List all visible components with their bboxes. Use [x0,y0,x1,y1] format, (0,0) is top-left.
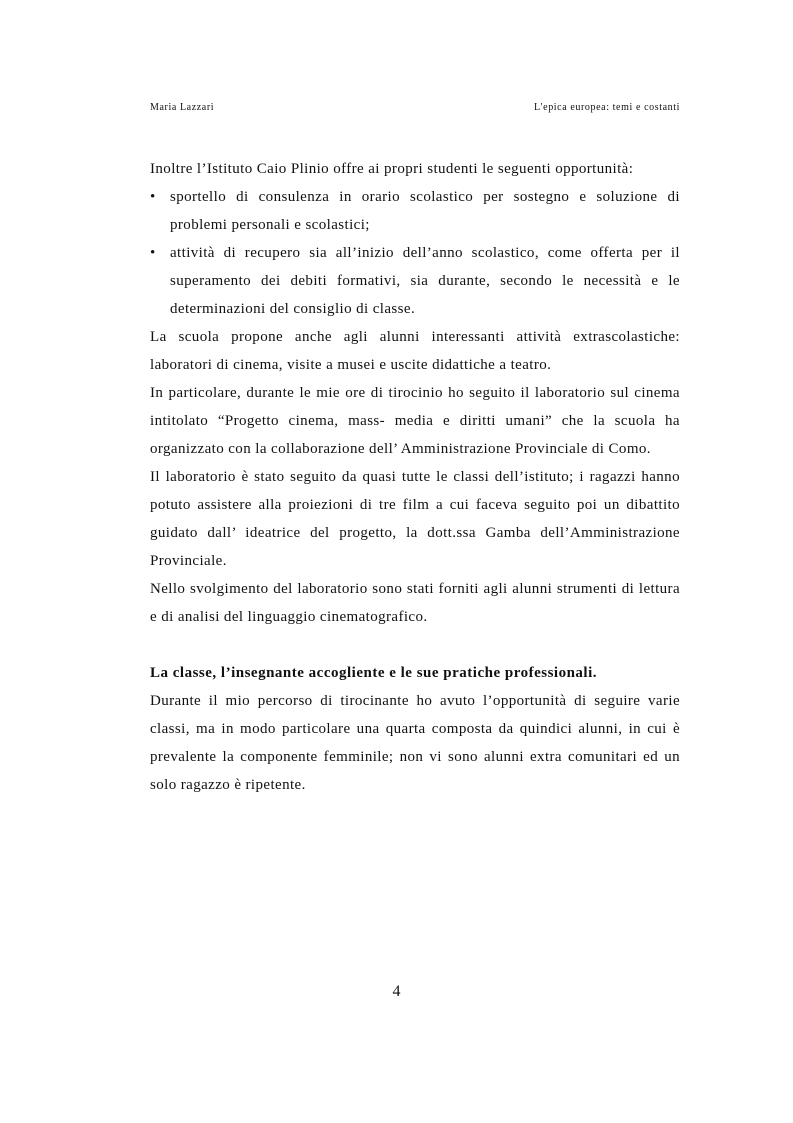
running-header [150,102,680,118]
list-item [150,239,680,323]
paragraph-activities: La scuola propone anche agli alunni interessanti attività extrascolastiche: laboratori di cinema, visite a musei e uscite didattiche a teatro. [150,329,680,373]
list-item-text: attività di recupero sia all’inizio dell’anno scolastico, come offerta per il superamento dei debiti formativi, sia durante, secondo le necessità e le determinazioni del consiglio di classe. [170,245,680,317]
paragraph-cinema-lab: In particolare, durante le mie ore di tirocinio ho seguito il laboratorio sul cinema intitolato “Progetto cinema, mass- media e diritti umani” che la scuola ha organizzato con la collaborazione dell’ Amministrazione Provinciale di Como. [150,385,680,457]
page-body [150,155,680,799]
list-item-text: sportello di consulenza in orario scolastico per sostegno e soluzione di problemi personali e scolastici; [170,189,680,233]
bullet-icon: • [150,245,156,261]
header-title: L'epica europea: temi e costanti [534,102,680,113]
paragraph-class-description: Durante il mio percorso di tirocinante ho avuto l’opportunità di seguire varie classi, ma in modo particolare una quarta composta da quindici alunni, in cui è prevalente la componente femminile; non vi sono alunni extra comunitari ed un solo ragazzo è ripetente. [150,693,680,793]
intro-paragraph: Inoltre l’Istituto Caio Plinio offre ai propri studenti le seguenti opportunità: [150,161,634,177]
bullet-icon: • [150,189,156,205]
list-item [150,183,680,239]
section-spacer [150,631,680,659]
header-author: Maria Lazzari [150,102,215,113]
opportunity-list [150,183,680,323]
paragraph-lab-tools: Nello svolgimento del laboratorio sono stati forniti agli alunni strumenti di lettura e di analisi del linguaggio cinematografico. [150,581,680,625]
page-number: 4 [392,983,401,1000]
section-heading: La classe, l’insegnante accogliente e le sue pratiche professionali. [150,665,598,681]
paragraph-lab-screenings: Il laboratorio è stato seguito da quasi tutte le classi dell’istituto; i ragazzi hanno potuto assistere alla proiezioni di tre film a cui faceva seguito poi un dibattito guidato dall’ ideatrice del progetto, la dott.ssa Gamba dell’Amministrazione Provinciale. [150,469,680,569]
